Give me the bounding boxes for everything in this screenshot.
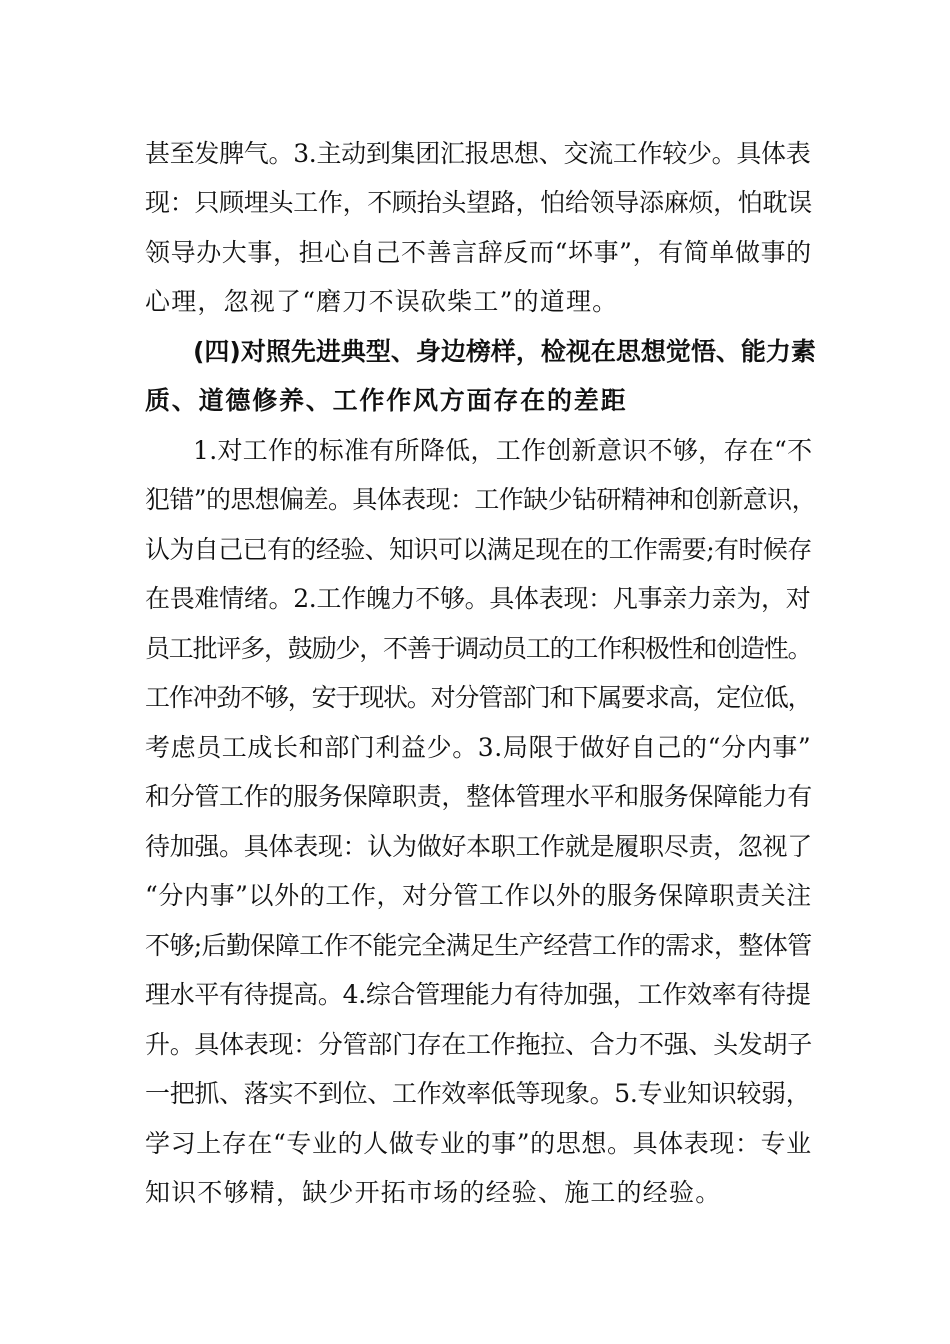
text-line: 工作冲劲不够，安于现状。对分管部门和下属要求高，定位低，	[145, 683, 812, 712]
text-line: 1.对工作的标准有所降低，工作创新意识不够，存在“不	[193, 436, 813, 465]
text-line: 学习上存在“专业的人做专业的事”的思想。具体表现：专业	[145, 1129, 812, 1158]
text-line: 一把抓、落实不到位、工作效率低等现象。5.专业知识较弱，	[145, 1079, 811, 1108]
text-line: 员工批评多，鼓励少，不善于调动员工的工作积极性和创造性。	[145, 634, 812, 663]
text-line: 犯错”的思想偏差。具体表现：工作缺少钻研精神和创新意识，	[145, 485, 816, 514]
text-line: 认为自己已有的经验、知识可以满足现在的工作需要;有时候存	[145, 535, 812, 564]
text-line: 待加强。具体表现：认为做好本职工作就是履职尽责，忽视了	[145, 832, 812, 861]
text-line: 现：只顾埋头工作，不顾抬头望路，怕给领导添麻烦，怕耽误	[145, 188, 812, 217]
text-line: “分内事”以外的工作，对分管工作以外的服务保障职责关注	[145, 881, 812, 910]
text-line: 升。具体表现：分管部门存在工作拖拉、合力不强、头发胡子	[145, 1030, 812, 1059]
text-line: 甚至发脾气。3.主动到集团汇报思想、交流工作较少。具体表	[145, 139, 811, 168]
text-line: 不够;后勤保障工作不能完全满足生产经营工作的需求，整体管	[145, 931, 812, 960]
section-heading-continued: 质、道德修养、工作作风方面存在的差距	[145, 386, 628, 415]
text-line: 领导办大事，担心自己不善言辞反而“坏事”，有简单做事的	[145, 238, 812, 267]
text-line: 考虑员工成长和部门利益少。3.局限于做好自己的“分内事”	[145, 733, 812, 762]
text-line: 心理，忽视了“磨刀不误砍柴工”的道理。	[145, 287, 619, 316]
text-line: 理水平有待提高。4.综合管理能力有待加强，工作效率有待提	[145, 980, 811, 1009]
text-line: 知识不够精，缺少开拓市场的经验、施工的经验。	[145, 1178, 722, 1207]
text-line: 在畏难情绪。2.工作魄力不够。具体表现：凡事亲力亲为，对	[145, 584, 811, 613]
section-heading: (四)对照先进典型、身边榜样，检视在思想觉悟、能力素	[193, 337, 816, 366]
text-line: 和分管工作的服务保障职责，整体管理水平和服务保障能力有	[145, 782, 812, 811]
